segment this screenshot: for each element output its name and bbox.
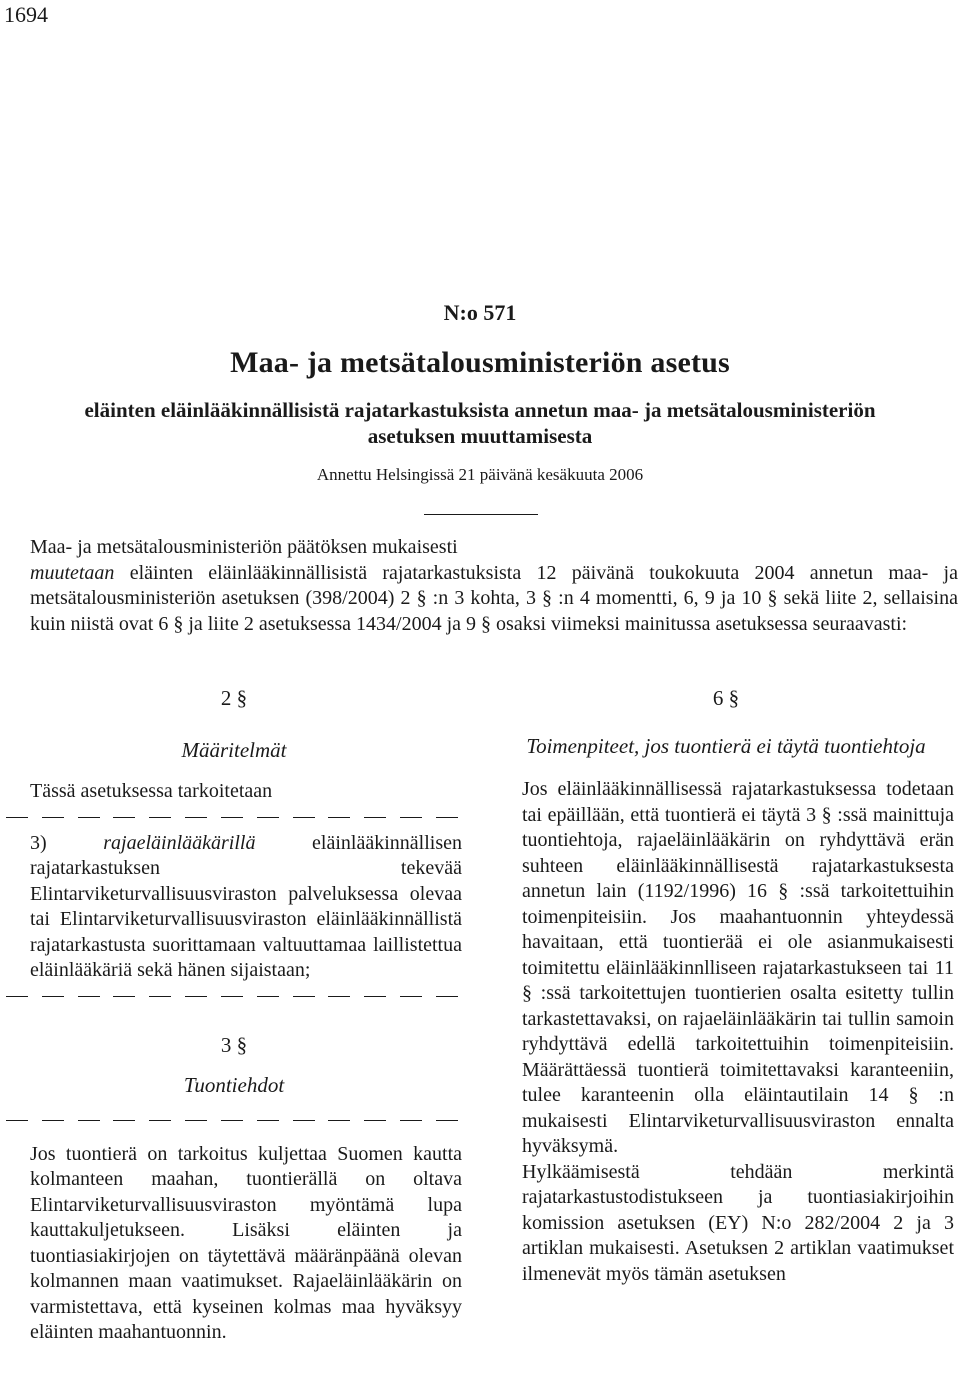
preamble-verb: muutetaan — [30, 561, 115, 584]
omission-marker — [6, 805, 462, 831]
preamble — [6, 535, 958, 637]
left-column — [6, 685, 462, 1346]
issued-line: Annettu Helsingissä 21 päivänä kesäkuuta 2006 — [316, 465, 644, 484]
right-column — [498, 685, 954, 1287]
section-3-heading: Tuontiehdot — [183, 1072, 285, 1097]
item-term: rajaeläinlääkärillä — [103, 831, 256, 854]
section-2-number: 2 § — [220, 686, 248, 710]
section-6-paragraph-1: Jos eläinlääkinnällisessä rajatarkastuksessa todetaan tai epäillään, että tuontierä ei täytä 3 § :ssä mainittuja tuontiehtoja, rajaeläinlääkärin on ryhdyttävä erän suhteen eläinlääkinnällisestä rajatarkastuksesta annetun lain (1192/1996) 16 § :ssä tarkoitettuihin toimenpiteisiin. Jos maahantuonnin yhteydessä havaitaan, että tuontierää ei ole asianmukaisesti toimitettu eläinlääkinnlliseen rajatarkastukseen tai 11 § :ssä tarkoitettujen tuontierien osalta esitetty tullin tarkastettavaksi, on rajaeläinlääkärin tai tullin samoin ryhdyttävä edellä tarkoitettuihin toimenpiteisiin. Määrättäessä tuontierä toimitettavaksi karanteeniin, tulee karanteenin olla eläintautilain 14 § :n mukaisesti Elintarviketurvallisuusviraston ennalta hyväksymä. — [522, 778, 954, 1157]
subtitle-line-1: eläinten eläinlääkinnällisistä rajatarkastuksista annetun maa- ja metsätalousministeriön — [84, 398, 876, 422]
omission-marker — [6, 984, 462, 1010]
section-6-paragraph-2: Hylkäämisestä tehdään merkintä rajatarkastustodistukseen ja tuontiasiakirjoihin komission asetuksen (EY) N:o 282/2004 2 ja 3 artiklan mukaisesti. Asetuksen 2 artiklan vaatimukset ilmenevät myös tämän asetuksen — [522, 1160, 954, 1285]
section-2-item-3: 3) rajaeläinlääkärillä eläinlääkinnällisen rajatarkastuksen tekevää Elintarviketurvallisuusviraston palveluksessa olevaa tai Elintarviketurvallisuusviraston eläinlääkinnällistä rajatarkastusta suorittamaan valtuuttamaa laillistettua eläinlääkäriä sekä hänen sijaistaan; — [30, 831, 462, 981]
preamble-text: eläinten eläinlääkinnällisistä rajatarkastuksista 12 päivänä toukokuuta 2004 annetun maa- ja metsätalousministeriön asetuksen (398/2004) 2 § :n 3 kohta, 3 § :n 4 momentti, 6, 9 ja 10 § sekä liite 2, sellaisina kuin niistä ovat 6 § ja liite 2 asetuksessa 1434/2004 ja 9 § osaksi viimeksi mainitussa asetuksessa seuraavasti: — [30, 561, 958, 635]
title-divider — [424, 514, 538, 515]
subtitle-line-2: asetuksen muuttamisesta — [367, 424, 593, 448]
section-2-heading: Määritelmät — [181, 738, 287, 762]
preamble-decision: Maa- ja metsätalousministeriön päätöksen mukaisesti — [30, 536, 458, 558]
section-6-number: 6 § — [712, 686, 740, 710]
section-2-intro: Tässä asetuksessa tarkoitetaan — [30, 780, 273, 802]
omission-marker — [6, 1108, 462, 1134]
section-3-paragraph: Jos tuontierä on tarkoitus kuljettaa Suomen kautta kolmanteen maahan, tuontierällä on oltava Elintarviketurvallisuusviraston myöntämä lupa kauttakuljetukseen. Lisäksi eläinten ja tuontiasiakirjojen on täytettävä määränpäänä olevan kolmannen maan vaatimukset. Rajaeläinlääkärin on varmistettava, että kyseinen kolmas maa hyväksyy eläinten maahantuonnin. — [30, 1142, 462, 1343]
document-number: N:o 571 — [443, 300, 517, 325]
section-3-number: 3 § — [220, 1032, 248, 1057]
section-6-heading: Toimenpiteet, jos tuontierä ei täytä tuontiehtoja — [526, 734, 926, 758]
page-number: 1694 — [4, 2, 48, 27]
preamble-body — [6, 561, 958, 638]
document-subtitle — [0, 397, 960, 449]
document-title: Maa- ja metsätalousministeriön asetus — [230, 346, 730, 379]
